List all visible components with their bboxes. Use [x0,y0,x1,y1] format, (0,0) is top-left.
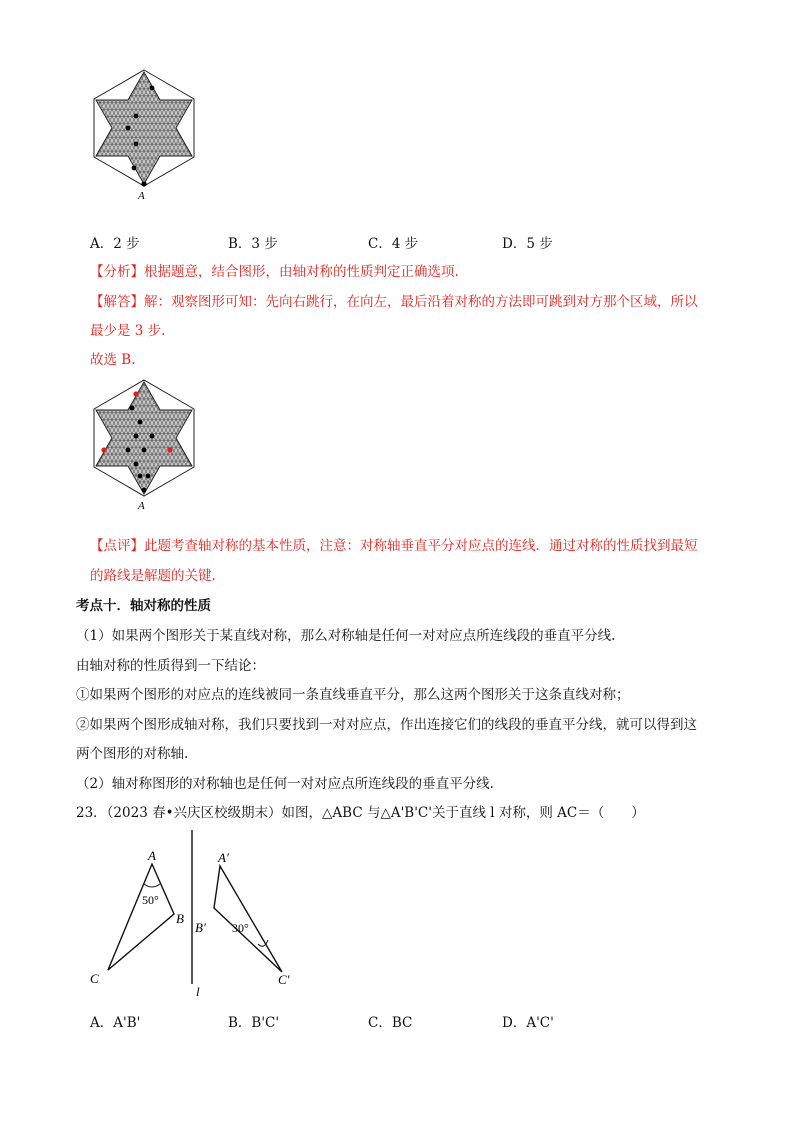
section-paragraph-5: （2）轴对称图形的对称轴也是任何一对对应点所连线段的垂直平分线. [76,776,494,792]
label-line-l: l [196,984,200,999]
q23-option-d: D．A'C' [502,1015,554,1031]
label-c: C [90,971,99,986]
answer-tag: 【解答】 [90,294,144,310]
triangle-symmetry-figure [82,828,312,1000]
section-title: 考点十．轴对称的性质 [76,598,211,614]
answer-text-1: 解：观察图形可知：先向右跳行，在向左，最后沿着对称的方法即可跳到对方那个区域，所以 [144,294,698,310]
comment-line-2: 的路线是解题的关键. [90,568,216,584]
q23-option-b: B．B'C' [228,1015,280,1031]
q23-stem: 23．（2023 春•兴庆区校级期末）如图，△ABC 与△A'B'C'关于直线 l 对称，则 AC＝（ ） [76,805,645,821]
label-b: B [176,911,184,926]
angle-30: 30° [232,921,249,935]
label-a: A [148,848,156,863]
comment-tag: 【点评】 [90,538,144,554]
section-paragraph-2: 由轴对称的性质得到一下结论： [76,658,265,674]
answer-line-1 [90,293,698,311]
q22-option-a: A．2 步 [90,236,140,252]
label-b-prime: B′ [195,920,206,935]
q22-option-d: D．5 步 [502,236,553,252]
answer-choice: 故选 B. [90,352,136,368]
comment-text-1: 此题考查轴对称的基本性质，注意：对称轴垂直平分对应点的连线．通过对称的性质找到最短 [144,538,698,554]
section-paragraph-4: ②如果两个图形成轴对称，我们只要找到一对对应点，作出连接它们的线段的垂直平分线，就可以得到这 [76,717,697,733]
label-a-prime: A′ [218,850,229,865]
star-grid-figure-1 [88,68,200,204]
section-paragraph-3: ①如果两个图形的对应点的连线被同一条直线垂直平分，那么这两个图形关于这条直线对称； [76,687,630,703]
comment-line-1 [90,537,698,555]
q22-option-c: C．4 步 [368,236,419,252]
label-c-prime: C′ [278,972,290,987]
point-label-a: A [138,190,145,202]
analysis-text: 根据题意，结合图形，由轴对称的性质判定正确选项. [144,264,459,280]
q23-option-c: C．BC [368,1015,413,1031]
star-grid-figure-2 [88,378,200,514]
point-label-a-2: A [138,500,145,512]
section-paragraph-4-cont: 两个图形的对称轴. [76,746,189,762]
angle-50: 50° [142,893,159,907]
answer-line-2: 最少是 3 步. [90,323,166,339]
section-paragraph-1: （1）如果两个图形关于某直线对称，那么对称轴是任何一对对应点所连线段的垂直平分线. [76,628,616,644]
analysis [90,263,459,281]
q22-option-b: B．3 步 [228,236,278,252]
analysis-tag: 【分析】 [90,264,144,280]
q23-option-a: A．A'B' [90,1015,141,1031]
